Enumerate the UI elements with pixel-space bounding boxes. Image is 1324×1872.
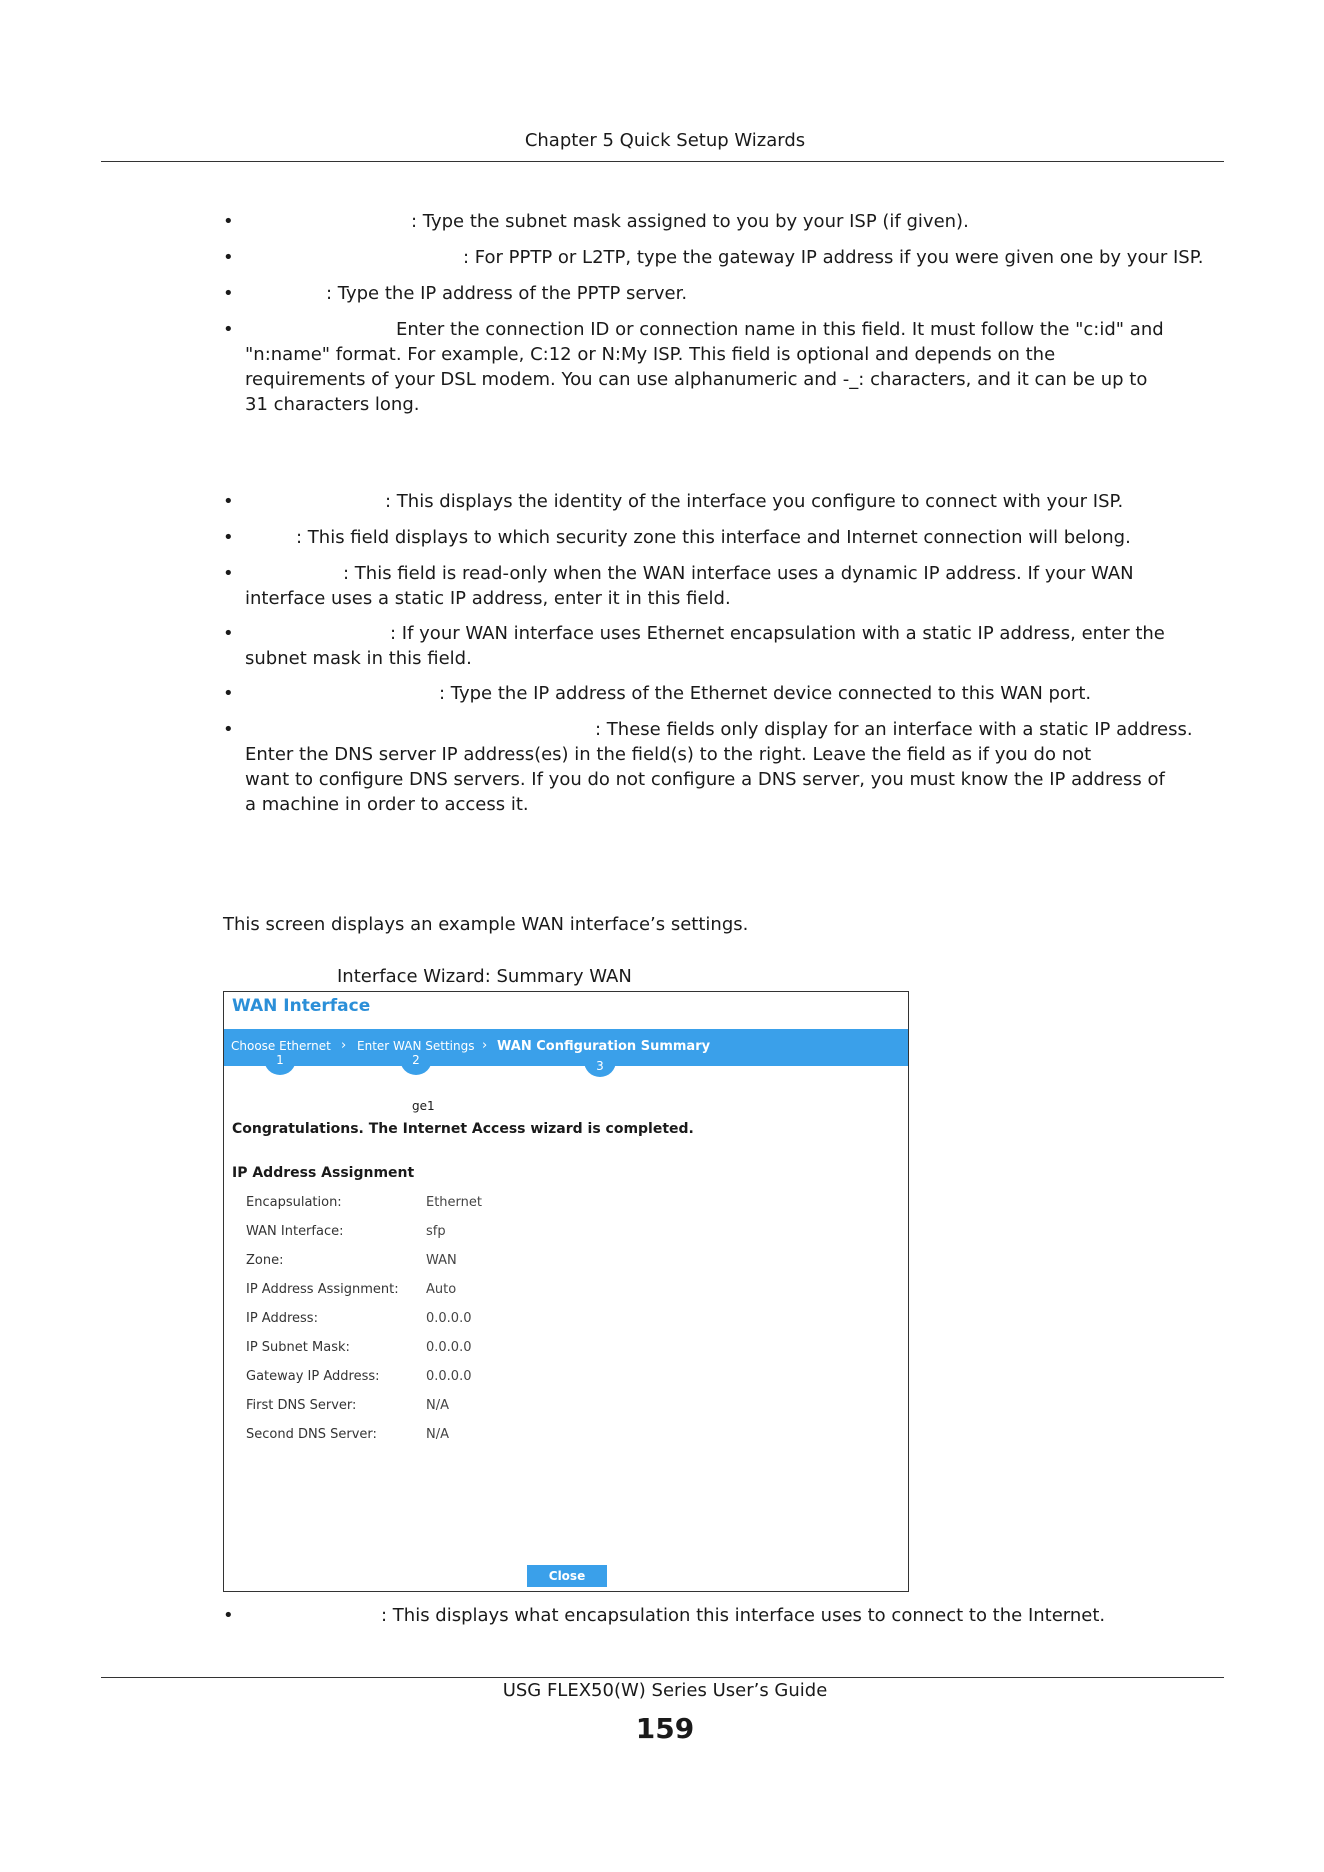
summary-row [246,1398,449,1413]
bullet-dot: • [223,319,234,340]
bullet-item [223,681,1233,706]
summary-value: N/A [426,1398,449,1413]
summary-row [246,1340,471,1355]
bullet-dot: • [223,527,234,548]
summary-value: Auto [426,1282,457,1297]
bullet-dot: • [223,563,234,584]
bullet-dot: • [223,719,234,740]
bullet-line: : This displays what encapsulation this interface uses to connect to the Internet. [381,1605,1106,1626]
step-choose-ethernet[interactable]: Choose Ethernet [231,1039,331,1053]
summary-label: IP Address: [246,1311,318,1326]
bullet-line: subnet mask in this field. [245,648,472,669]
bullet-line: "n:name" format. For example, C:12 or N:My ISP. This field is optional and depends on the [245,344,1056,365]
bullet-line: interface uses a static IP address, enter it in this field. [245,588,731,609]
bullet-item [223,281,1233,306]
summary-label: Gateway IP Address: [246,1369,380,1384]
summary-value: 0.0.0.0 [426,1311,472,1326]
bullet-line: Enter the DNS server IP address(es) in the field(s) to the right. Leave the field as if you do not [245,744,1092,765]
bullet-line: : These fields only display for an interface with a static IP address. [595,719,1193,740]
summary-label: Second DNS Server: [246,1427,377,1442]
bullet-line: 31 characters long. [245,394,420,415]
congrats-message: Congratulations. The Internet Access wizard is completed. [232,1121,694,1137]
summary-value: WAN [426,1253,457,1268]
bullet-line: : This field displays to which security zone this interface and Internet connection will belong. [296,527,1131,548]
summary-row [246,1224,446,1239]
bullet-line: : This field is read-only when the WAN interface uses a dynamic IP address. If your WAN [343,563,1134,584]
bullet-item [223,489,1233,514]
step-wan-configuration-summary: WAN Configuration Summary [497,1039,711,1054]
bullet-item [223,525,1233,550]
interface-name: ge1 [412,1099,435,1113]
bullet-item [223,317,1233,417]
bullet-item [223,561,1233,611]
summary-row [246,1311,471,1326]
bullet-dot: • [223,283,234,304]
step-enter-wan-settings[interactable]: Enter WAN Settings [357,1039,475,1053]
bullet-item [223,245,1233,270]
header-rule [101,161,1224,162]
bullet-line: : Type the IP address of the PPTP server. [326,283,688,304]
bullet-line: requirements of your DSL modem. You can use alphanumeric and -_: characters, and it can be up to [245,369,1148,390]
chevron-right-icon: › [482,1038,488,1053]
summary-value: 0.0.0.0 [426,1369,472,1384]
bullet-dot: • [223,683,234,704]
bullet-line: : Type the subnet mask assigned to you by your ISP (if given). [411,211,969,232]
bullet-item [223,621,1233,671]
summary-row [246,1282,456,1297]
panel-title: WAN Interface [232,996,371,1016]
step-3-marker: 3 [584,1055,616,1077]
bullet-item [223,1603,1233,1628]
bullet-line: Enter the connection ID or connection name in this field. It must follow the "c:id" and [396,319,1164,340]
summary-label: IP Address Assignment: [246,1282,399,1297]
footer-guide-title: USG FLEX50(W) Series User’s Guide [502,1680,828,1701]
page-header: Chapter 5 Quick Setup Wizards [524,130,806,151]
figure-caption: Interface Wizard: Summary WAN [337,966,632,987]
bullet-dot: • [223,623,234,644]
summary-value: 0.0.0.0 [426,1340,472,1355]
summary-row [246,1427,449,1442]
wizard-step-bar [224,1029,908,1073]
summary-row [246,1369,471,1384]
summary-value: sfp [426,1224,446,1239]
bullet-line: a machine in order to access it. [245,794,529,815]
bullet-item [223,717,1233,817]
summary-label: IP Subnet Mask: [246,1340,350,1355]
bullet-line: : This displays the identity of the interface you configure to connect with your ISP. [385,491,1124,512]
bullet-line: want to configure DNS servers. If you do not configure a DNS server, you must know the IP address of [245,769,1165,790]
bullet-item [223,209,1233,234]
intro-text: This screen displays an example WAN interface’s settings. [223,914,749,935]
bullet-dot: • [223,491,234,512]
bullet-line: : If your WAN interface uses Ethernet encapsulation with a static IP address, enter the [390,623,1165,644]
summary-value: Ethernet [426,1195,482,1210]
summary-value: N/A [426,1427,449,1442]
close-button[interactable]: Close [527,1565,607,1587]
summary-label: WAN Interface: [246,1224,344,1239]
summary-label: Encapsulation: [246,1195,342,1210]
page-number: 159 [635,1712,695,1745]
bullet-dot: • [223,1605,234,1626]
wan-summary-screenshot [223,991,909,1592]
summary-label: First DNS Server: [246,1398,357,1413]
bullet-line: : Type the IP address of the Ethernet device connected to this WAN port. [439,683,1092,704]
summary-label: Zone: [246,1253,284,1268]
summary-row [246,1195,482,1210]
step-2-marker: 2 [400,1055,432,1075]
chevron-right-icon: › [341,1038,347,1053]
summary-row [246,1253,457,1268]
bullet-dot: • [223,211,234,232]
section-title: IP Address Assignment [232,1165,415,1181]
footer-rule [101,1677,1224,1678]
bullet-line: : For PPTP or L2TP, type the gateway IP address if you were given one by your ISP. [463,247,1204,268]
step-1-marker: 1 [264,1055,296,1075]
bullet-dot: • [223,247,234,268]
